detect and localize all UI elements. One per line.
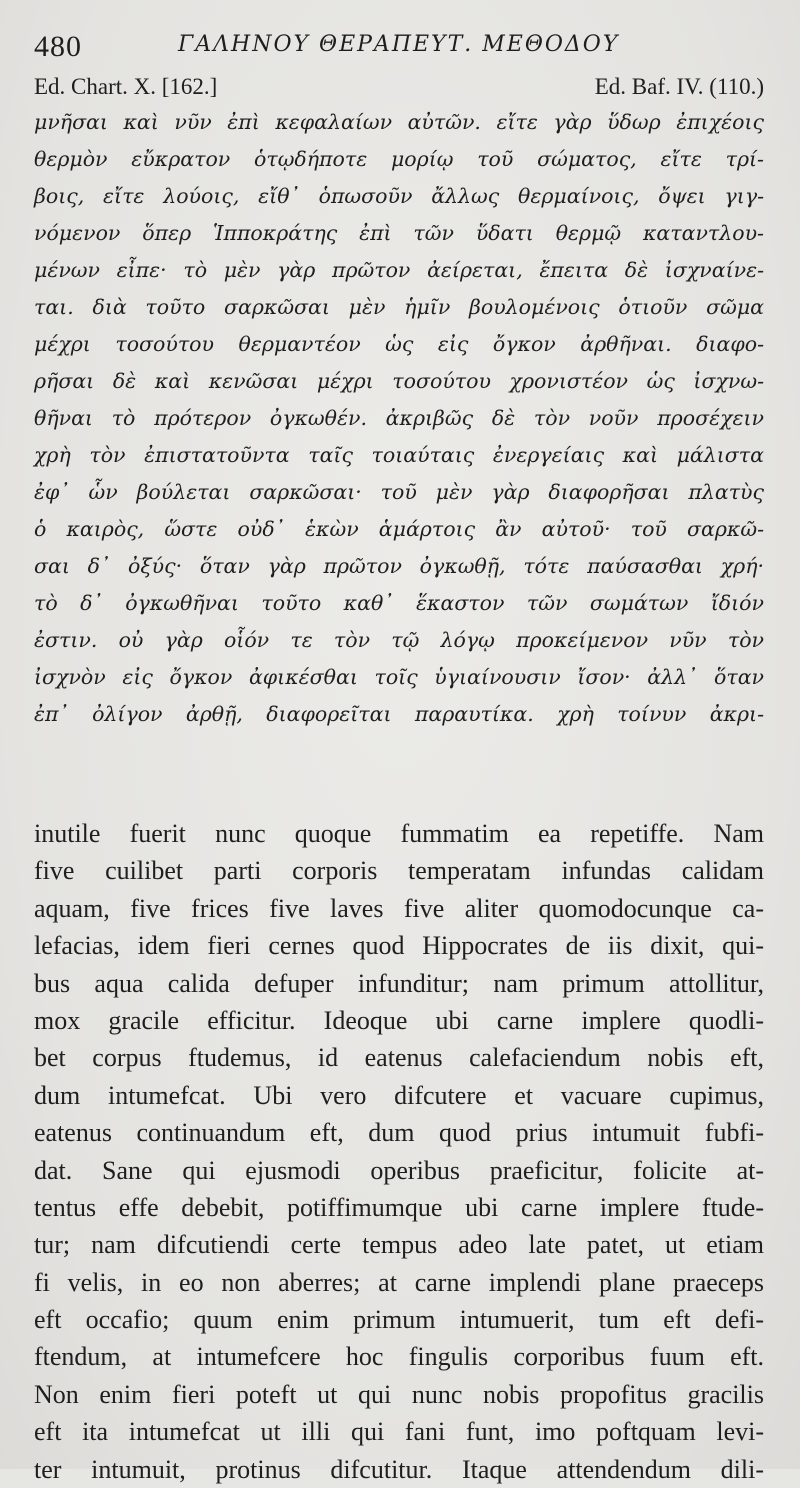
latin-line: five cuilibet parti corporis temperatam infundas calidam: [34, 856, 764, 886]
greek-line: βοις, εἴτε λούοις, εἴθ᾽ ὁπωσοῦν ἄλλως θερμαίνοις, ὄψει γιγ-: [34, 184, 764, 208]
edition-chartier-reference: Ed. Chart. X. [162.]: [34, 74, 218, 99]
latin-line: bet corpus ftudemus, id eatenus calefaciendum nobis eft,: [34, 1043, 764, 1073]
greek-line: θερμὸν εὔκρατον ὁτῳδήποτε μορίῳ τοῦ σώματος, εἴτε τρί-: [34, 147, 764, 171]
latin-line: dat. Sane qui ejusmodi operibus praeficitur, folicite at-: [34, 1155, 764, 1185]
greek-line: μένων εἶπε· τὸ μὲν γὰρ πρῶτον ἀείρεται, ἔπειτα δὲ ἰσχναίνε-: [34, 258, 764, 282]
greek-line: ται. διὰ τοῦτο σαρκῶσαι μὲν ἡμῖν βουλομένοις ὁτιοῦν σῶμα: [34, 295, 764, 319]
greek-line: μνῆσαι καὶ νῦν ἐπὶ κεφαλαίων αὐτῶν. εἴτε γὰρ ὕδωρ ἐπιχέοις: [34, 110, 764, 134]
latin-line: tur; nam difcutiendi certe tempus adeo late patet, ut etiam: [34, 1230, 764, 1260]
greek-line: σαι δ᾽ ὀξύς· ὅταν γὰρ πρῶτον ὀγκωθῇ, τότε παύσασθαι χρή·: [34, 554, 764, 578]
greek-line: μέχρι τοσούτου θερμαντέον ὡς εἰς ὄγκον ἀρθῆναι. διαφο-: [34, 332, 764, 356]
page-number: 480: [34, 30, 82, 63]
latin-line: tentus effe debebit, potiffimumque ubi carne implere ftude-: [34, 1192, 764, 1222]
greek-line: θῆναι τὸ πρότερον ὀγκωθέν. ἀκριβῶς δὲ τὸν νοῦν προσέχειν: [34, 406, 764, 430]
edition-reference-line: [34, 74, 764, 102]
greek-line: ἐπ᾽ ὀλίγον ἀρθῇ, διαφορεῖται παραυτίκα. χρὴ τοίνυν ἀκρι-: [34, 702, 764, 726]
greek-line: ἰσχνὸν εἰς ὄγκον ἀφικέσθαι τοῖς ὑγιαίνουσιν ἴσον· ἀλλ᾽ ὅταν: [34, 665, 764, 689]
greek-text-block: [34, 104, 764, 733]
column-gap: [34, 733, 764, 815]
greek-line: ἐστιν. οὐ γὰρ οἷόν τε τὸν τῷ λόγῳ προκείμενον νῦν τὸν: [34, 628, 764, 652]
latin-text-block: [34, 815, 764, 1488]
edition-basel-reference: Ed. Baf. IV. (110.): [594, 74, 764, 99]
latin-line: bus aqua calida defuper infunditur; nam primum attollitur,: [34, 968, 764, 998]
greek-line: ρῆσαι δὲ καὶ κενῶσαι μέχρι τοσούτου χρονιστέον ὡς ἰσχνω-: [34, 369, 764, 393]
latin-line: fi velis, in eo non aberres; at carne implendi plane praeceps: [34, 1267, 764, 1297]
greek-line: τὸ δ᾽ ὀγκωθῆναι τοῦτο καθ᾽ ἕκαστον τῶν σωμάτων ἴδιόν: [34, 591, 764, 615]
greek-line: νόμενον ὅπερ Ἱπποκράτης ἐπὶ τῶν ὕδατι θερμῷ καταντλου-: [34, 221, 764, 245]
latin-line: ftendum, at intumefcere hoc fingulis corporibus fuum eft.: [34, 1342, 764, 1372]
latin-line: lefacias, idem fieri cernes quod Hippocrates de iis dixit, qui-: [34, 931, 764, 961]
greek-line: χρὴ τὸν ἐπιστατοῦντα ταῖς τοιαύταις ἐνεργείαις καὶ μάλιστα: [34, 443, 764, 467]
running-title: ΓΑΛΗΝΟΥ ΘΕΡΑΠΕΥΤ. ΜΕΘΟΔΟΥ: [178, 32, 620, 57]
greek-line: ὁ καιρὸς, ὥστε οὐδ᾽ ἑκὼν ἁμάρτοις ἂν αὐτοῦ· τοῦ σαρκῶ-: [34, 517, 764, 541]
latin-line: eft ita intumefcat ut illi qui fani funt, imo poftquam levi-: [34, 1417, 764, 1447]
latin-line: inutile fuerit nunc quoque fummatim ea repetiffe. Nam: [34, 819, 764, 848]
latin-line: mox gracile efficitur. Ideoque ubi carne implere quodli-: [34, 1005, 764, 1035]
latin-line: ter intumuit, protinus difcutitur. Itaque attendendum dili-: [34, 1454, 764, 1484]
latin-line: eatenus continuandum eft, dum quod prius intumuit fubfi-: [34, 1118, 764, 1148]
latin-line: Non enim fieri poteft ut qui nunc nobis propofitus gracilis: [34, 1379, 764, 1409]
latin-line: aquam, five frices five laves five aliter quomodocunque ca-: [34, 893, 764, 923]
latin-line: eft occafio; quum enim primum intumuerit, tum eft defi-: [34, 1305, 764, 1335]
page-header: [34, 30, 764, 68]
latin-line: dum intumefcat. Ubi vero difcutere et vacuare cupimus,: [34, 1080, 764, 1110]
greek-line: ἐφ᾽ ὧν βούλεται σαρκῶσαι· τοῦ μὲν γὰρ διαφορῆσαι πλατὺς: [34, 480, 764, 504]
